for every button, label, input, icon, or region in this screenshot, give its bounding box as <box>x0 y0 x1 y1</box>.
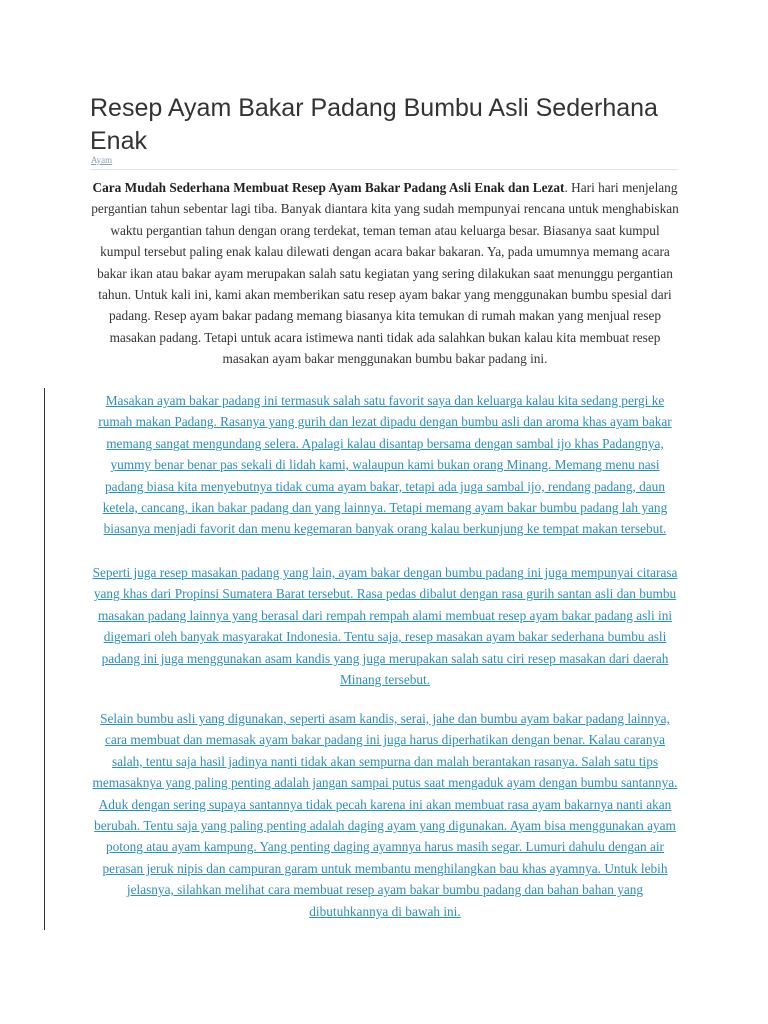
intro-text: . Hari hari menjelang pergantian tahun sebentar lagi tiba. Banyak diantara kita yang sudah mempunyai rencana untuk menghabiskan waktu pergantian tahun dengan orang terdekat, teman teman atau keluarga besar. Biasanya saat kumpul kumpul tersebut paling enak kalau dilewati dengan acara bakar bakaran. Ya, pada umumnya memang acara bakar ikan atau bakar ayam merupakan salah satu kegiatan yang sering dilakukan saat menunggu pergantian tahun. Untuk kali ini, kami akan memberikan satu resep ayam bakar yang menggunakan bumbu spesial dari padang. Resep ayam bakar padang memang biasanya kita temukan di rumah makan yang menjual resep masakan padang. Tetapi untuk acara istimewa nanti tidak ada salahkan bukan kalau kita membuat resep masakan ayam bakar menggunakan bumbu bakar padang ini. <box>91 180 679 367</box>
left-margin-bar <box>44 388 45 930</box>
intro-bold-text: Cara Mudah Sederhana Membuat Resep Ayam Bakar Padang Asli Enak dan Lezat <box>92 180 565 195</box>
paragraph-4 <box>90 708 680 922</box>
paragraph-2 <box>90 390 680 540</box>
paragraph-4-link[interactable]: Selain bumbu asli yang digunakan, seperti asam kandis, serai, jahe dan bumbu ayam bakar padang lainnya, cara membuat dan memasak ayam bakar padang ini juga harus diperhatikan dengan benar. Kalau caranya salah, tentu saja hasil jadinya nanti tidak akan sempurna dan malah berantakan rasanya. Salah satu tips memasaknya yang paling penting adalah jangan sampai putus saat mengaduk ayam dengan bumbu santannya. Aduk dengan sering supaya santannya tidak pecah karena ini akan membuat rasa ayam bakarnya nanti akan berubah. Tentu saja yang paling penting adalah daging ayam yang digunakan. Ayam bisa menggunakan ayam potong atau ayam kampung. Yang penting daging ayamnya harus masih segar. Lumuri dahulu dengan air perasan jeruk nipis dan campuran garam untuk membantu menghilangkan bau khas ayamnya. Untuk lebih jelasnya, silahkan melihat cara membuat resep ayam bakar bumbu padang dan bahan bahan yang dibutuhkannya di bawah ini. <box>92 711 678 919</box>
paragraph-3-link[interactable]: Seperti juga resep masakan padang yang lain, ayam bakar dengan bumbu padang ini juga mempunyai citarasa yang khas dari Propinsi Sumatera Barat tersebut. Rasa pedas dibalut dengan rasa gurih santan asli dan bumbu masakan padang lainnya yang berasal dari rempah rempah alami membuat resep ayam bakar padang asli ini digemari oleh banyak masyarakat Indonesia. Tentu saja, resep masakan ayam bakar sederhana bumbu asli padang ini juga menggunakan asam kandis yang juga merupakan salah satu ciri resep masakan dari daerah Minang tersebut. <box>92 565 678 688</box>
paragraph-3 <box>90 562 680 690</box>
category-link[interactable]: Ayam <box>91 155 113 165</box>
title-divider <box>90 169 678 170</box>
paragraph-2-link[interactable]: Masakan ayam bakar padang ini termasuk salah satu favorit saya dan keluarga kalau kita sedang pergi ke rumah makan Padang. Rasanya yang gurih dan lezat dipadu dengan bumbu asli dan aroma khas ayam bakar memang sangat mengundang selera. Apalagi kalau disantap bersama dengan sambal ijo khas Padangnya, yummy benar benar pas sekali di lidah kami, walaupun kami bukan orang Minang. Memang menu nasi padang biasa kita menyebutnya tidak cuma ayam bakar, tetapi ada juga sambal ijo, rendang padang, daun ketela, cancang, ikan bakar padang dan yang lainnya. Tetapi memang ayam bakar bumbu padang lah yang biasanya menjadi favorit dan menu kegemaran banyak orang kalau berkunjung ke tempat makan tersebut. <box>98 393 672 537</box>
intro-paragraph <box>90 177 680 370</box>
article-title: Resep Ayam Bakar Padang Bumbu Asli Sederhana Enak <box>90 94 658 155</box>
